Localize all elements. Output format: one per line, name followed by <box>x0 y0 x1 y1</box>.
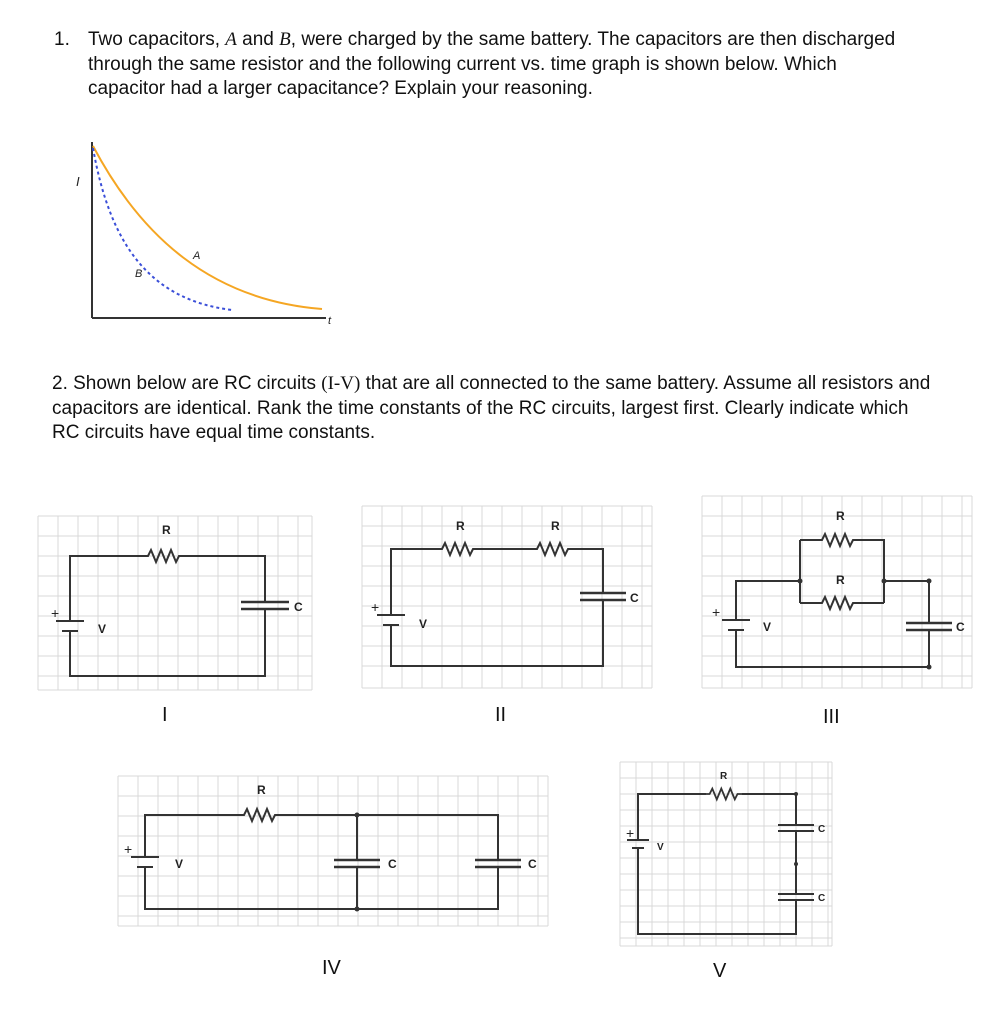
circuit-5-plus: + <box>626 825 635 841</box>
circuit-3-grid <box>702 496 972 688</box>
circuit-2-numeral: II <box>495 704 507 726</box>
curve-a-label: A <box>193 250 201 262</box>
graph-y-label: I <box>76 174 80 189</box>
circuit-2-battery-label: V <box>419 617 428 631</box>
circuit-2 <box>362 506 652 726</box>
q2-text-part1: 2. Shown below are RC circuits <box>52 373 322 394</box>
circuit-1-plus: + <box>51 605 60 621</box>
circuit-3-resistor-label-1: R <box>836 509 845 523</box>
circuit-1-capacitor-label: C <box>294 600 303 614</box>
circuit-5-capacitor-label-1: C <box>818 824 826 835</box>
curve-b-label: B <box>135 268 143 280</box>
circuit-2-plus: + <box>371 599 380 615</box>
curve-a <box>93 146 322 309</box>
circuit-4-battery-label: V <box>175 857 184 871</box>
circuit-5-grid <box>620 762 832 946</box>
circuit-1-battery-label: V <box>98 622 107 636</box>
circuit-2-resistor-label-2: R <box>551 519 560 533</box>
circuit-3-capacitor-label: C <box>956 620 965 634</box>
circuit-2-capacitor-label: C <box>630 591 639 605</box>
circuit-5 <box>620 762 832 982</box>
circuit-1-numeral: I <box>162 704 168 726</box>
q1-var-a: A <box>225 29 237 50</box>
q1-text-part2: and <box>236 29 280 50</box>
q2-text-part2: that are all connected to the same battery. Assume all resistors and capacitors are identical. Rank the time constants of the RC circuits, largest first. Clearly indicate which RC circuits have equal time constants. <box>52 373 931 443</box>
circuit-3-resistor-label-2: R <box>836 573 845 587</box>
circuit-4 <box>118 776 548 979</box>
circuit-5-numeral: V <box>713 960 727 982</box>
circuit-5-battery-label: V <box>657 842 664 853</box>
current-time-graph <box>76 142 332 327</box>
circuit-4-grid <box>118 776 548 926</box>
q1-text-part1: Two capacitors, <box>88 29 226 50</box>
curve-b <box>93 148 232 310</box>
circuit-3-numeral: III <box>823 706 840 728</box>
circuit-1 <box>38 516 312 726</box>
circuit-2-resistor-label-1: R <box>456 519 465 533</box>
circuit-2-grid <box>362 506 652 688</box>
question-1-number: 1. <box>54 29 70 50</box>
circuit-3-plus: + <box>712 604 721 620</box>
circuit-4-capacitor-label-2: C <box>528 857 537 871</box>
circuit-5-capacitor-label-2: C <box>818 893 826 904</box>
q2-range: (I-V) <box>321 373 361 394</box>
circuit-5-resistor-label: R <box>720 771 728 782</box>
q1-text-part3: , were charged by the same battery. The capacitors are then discharged through the same resistor and the following current vs. time graph is shown below. Which capacitor had a larger capacitance? Explain your reasoning. <box>88 29 896 99</box>
circuit-1-resistor-label: R <box>162 523 171 537</box>
q1-var-b: B <box>279 29 291 50</box>
circuit-4-numeral: IV <box>322 957 341 979</box>
circuit-3-battery-label: V <box>763 620 772 634</box>
graph-x-label: t <box>328 315 332 327</box>
circuit-4-plus: + <box>124 841 133 857</box>
circuit-4-resistor-label: R <box>257 783 266 797</box>
circuit-3 <box>702 496 972 728</box>
circuit-4-capacitor-label-1: C <box>388 857 397 871</box>
